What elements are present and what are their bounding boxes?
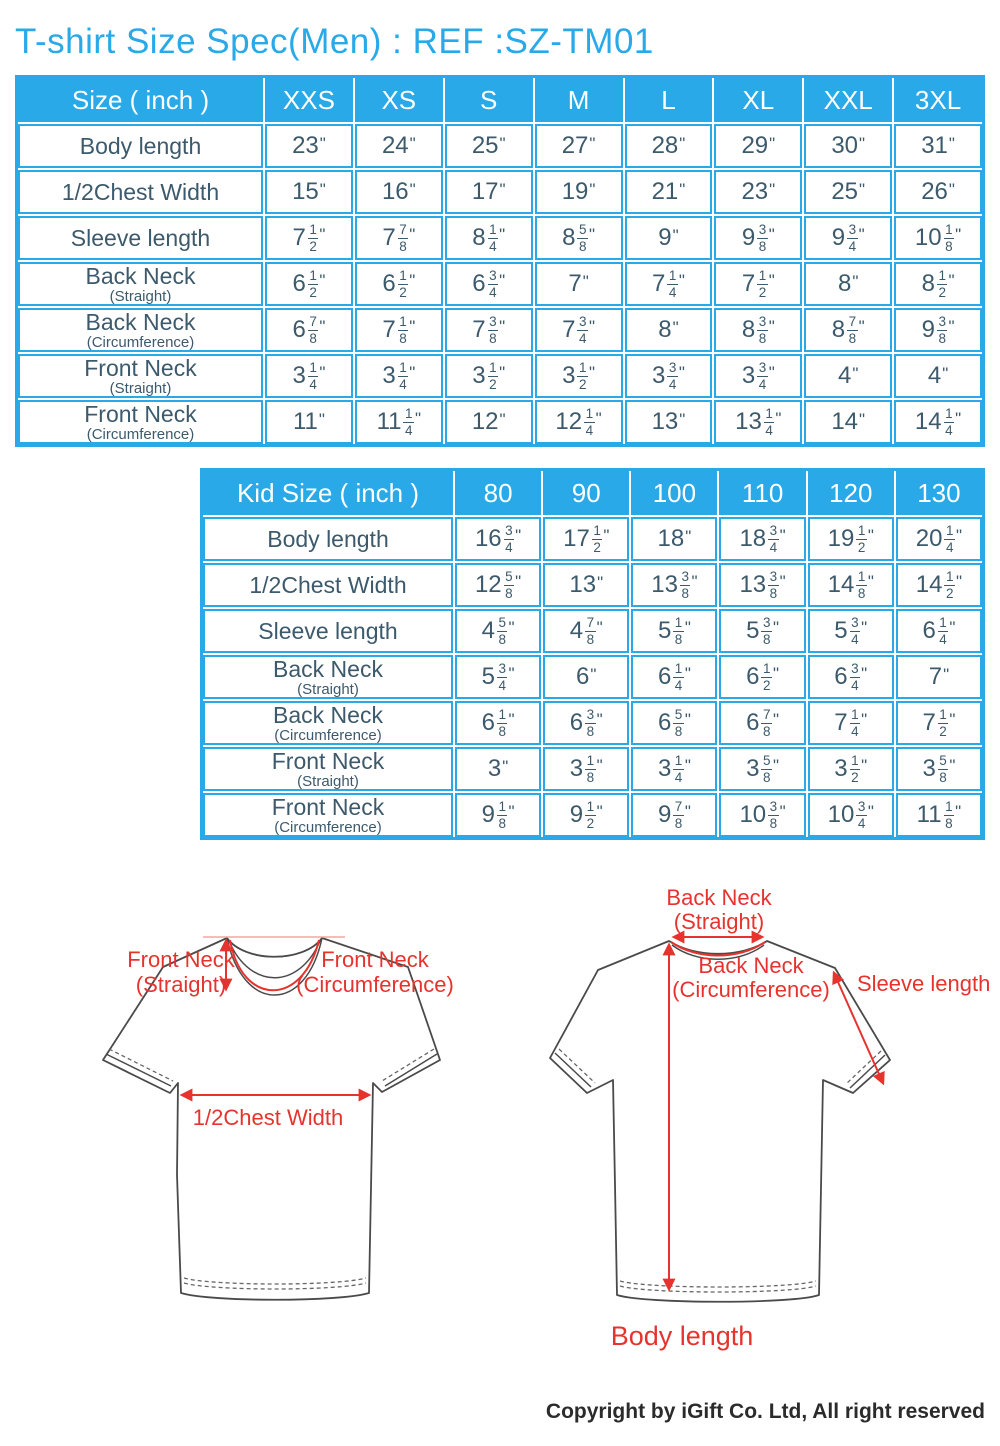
size-value-cell: 3 $\frac{1}{2}$ "	[535, 354, 623, 398]
size-value-cell: 17 "	[445, 170, 533, 214]
size-value-cell: 6 $\frac{1}{2}$ "	[265, 262, 353, 306]
size-value-cell: 3 $\frac{1}{8}$ "	[543, 747, 629, 791]
size-value-cell: 14 "	[804, 400, 892, 444]
size-value-cell: 3 $\frac{1}{4}$ "	[355, 354, 443, 398]
column-header: XXS	[265, 78, 353, 122]
size-value-cell: 12 $\frac{1}{4}$ "	[535, 400, 623, 444]
size-value-cell: 29 "	[714, 124, 802, 168]
size-value-cell: 16 $\frac{3}{4}$ "	[455, 517, 541, 561]
size-value-cell: 3 $\frac{5}{8}$ "	[896, 747, 982, 791]
row-label: Back Neck (Circumference)	[203, 701, 453, 745]
size-value-cell: 25 "	[804, 170, 892, 214]
size-value-cell: 3 $\frac{1}{4}$ "	[631, 747, 717, 791]
column-header: XS	[355, 78, 443, 122]
size-value-cell: 27 "	[535, 124, 623, 168]
size-value-cell: 3 $\frac{3}{4}$ "	[714, 354, 802, 398]
size-value-cell: 30 "	[804, 124, 892, 168]
size-value-cell: 16 "	[355, 170, 443, 214]
size-value-cell: 6 "	[543, 655, 629, 699]
size-value-cell: 6 $\frac{3}{4}$ "	[808, 655, 894, 699]
size-value-cell: 7 $\frac{1}{2}$ "	[896, 701, 982, 745]
size-value-cell: 15 "	[265, 170, 353, 214]
copyright-text: Copyright by iGift Co. Ltd, All right reserved	[545, 1400, 985, 1423]
size-value-cell: 7 $\frac{1}{2}$ "	[714, 262, 802, 306]
size-value-cell: 23 "	[714, 170, 802, 214]
size-value-cell: 6 $\frac{7}{8}$ "	[265, 308, 353, 352]
size-value-cell: 8 "	[625, 308, 713, 352]
size-value-cell: 6 $\frac{3}{4}$ "	[445, 262, 533, 306]
size-value-cell: 21 "	[625, 170, 713, 214]
size-value-cell: 26 "	[894, 170, 982, 214]
size-value-cell: 3 $\frac{1}{2}$ "	[808, 747, 894, 791]
size-value-cell: 9 $\frac{1}{8}$ "	[455, 793, 541, 837]
column-header: 3XL	[894, 78, 982, 122]
back-neck-circumference-label-line2: (Circumference)	[672, 977, 830, 1002]
column-header: 90	[543, 471, 629, 515]
size-value-cell: 28 "	[625, 124, 713, 168]
row-label: Front Neck (Circumference)	[203, 793, 453, 837]
men-size-table	[15, 75, 985, 447]
row-label: Back Neck (Straight)	[203, 655, 453, 699]
size-value-cell: 10 $\frac{1}{8}$ "	[894, 216, 982, 260]
row-label: Sleeve length	[18, 216, 263, 260]
size-value-cell: 6 $\frac{1}{4}$ "	[631, 655, 717, 699]
size-value-cell: 7 $\frac{1}{4}$ "	[808, 701, 894, 745]
page-title: T-shirt Size Spec(Men) : REF :SZ-TM01	[15, 22, 654, 61]
size-value-cell: 13 "	[625, 400, 713, 444]
size-value-cell: 5 $\frac{1}{8}$ "	[631, 609, 717, 653]
column-header: M	[535, 78, 623, 122]
column-header: Kid Size ( inch )	[203, 471, 453, 515]
back-neck-straight-label-line1: Back Neck	[666, 885, 772, 910]
size-value-cell: 3 $\frac{1}{4}$ "	[265, 354, 353, 398]
size-value-cell: 8 "	[804, 262, 892, 306]
size-value-cell: 5 $\frac{3}{8}$ "	[719, 609, 805, 653]
size-value-cell: 8 $\frac{1}{4}$ "	[445, 216, 533, 260]
size-value-cell: 6 $\frac{7}{8}$ "	[719, 701, 805, 745]
row-label: Back Neck (Straight)	[18, 262, 263, 306]
row-label: 1/2Chest Width	[18, 170, 263, 214]
size-value-cell: 7 $\frac{3}{8}$ "	[445, 308, 533, 352]
front-neck-straight-label-line1: Front Neck	[127, 947, 235, 972]
size-value-cell: 3 "	[455, 747, 541, 791]
front-neck-straight-label-line2: (Straight)	[135, 972, 227, 997]
size-value-cell: 5 $\frac{3}{4}$ "	[808, 609, 894, 653]
row-label: Body length	[18, 124, 263, 168]
row-label: Back Neck (Circumference)	[18, 308, 263, 352]
size-value-cell: 19 "	[535, 170, 623, 214]
column-header: 120	[808, 471, 894, 515]
row-label: Front Neck (Circumference)	[18, 400, 263, 444]
size-value-cell: 18 "	[631, 517, 717, 561]
size-value-cell: 10 $\frac{3}{4}$ "	[808, 793, 894, 837]
size-value-cell: 5 $\frac{3}{4}$ "	[455, 655, 541, 699]
size-value-cell: 9 $\frac{1}{2}$ "	[543, 793, 629, 837]
column-header: Size ( inch )	[18, 78, 263, 122]
size-value-cell: 19 $\frac{1}{2}$ "	[808, 517, 894, 561]
row-label: 1/2Chest Width	[203, 563, 453, 607]
size-value-cell: 14 $\frac{1}{8}$ "	[808, 563, 894, 607]
size-value-cell: 11 "	[265, 400, 353, 444]
size-value-cell: 4 "	[804, 354, 892, 398]
front-neck-circumference-label-line2: (Circumference)	[296, 972, 454, 997]
body-length-label: Body length	[610, 1321, 754, 1351]
size-value-cell: 7 $\frac{1}{4}$ "	[625, 262, 713, 306]
size-value-cell: 6 $\frac{5}{8}$ "	[631, 701, 717, 745]
size-value-cell: 8 $\frac{5}{8}$ "	[535, 216, 623, 260]
column-header: 100	[631, 471, 717, 515]
row-label: Sleeve length	[203, 609, 453, 653]
column-header: S	[445, 78, 533, 122]
column-header: 130	[896, 471, 982, 515]
size-value-cell: 9 $\frac{3}{8}$ "	[894, 308, 982, 352]
size-value-cell: 7 $\frac{7}{8}$ "	[355, 216, 443, 260]
column-header: XXL	[804, 78, 892, 122]
size-value-cell: 9 "	[625, 216, 713, 260]
size-value-cell: 8 $\frac{7}{8}$ "	[804, 308, 892, 352]
row-label: Front Neck (Straight)	[203, 747, 453, 791]
size-value-cell: 31 "	[894, 124, 982, 168]
size-value-cell: 13 $\frac{3}{8}$ "	[719, 563, 805, 607]
size-value-cell: 4 $\frac{7}{8}$ "	[543, 609, 629, 653]
size-value-cell: 8 $\frac{3}{8}$ "	[714, 308, 802, 352]
kid-size-table	[200, 468, 985, 840]
size-value-cell: 6 $\frac{3}{8}$ "	[543, 701, 629, 745]
size-value-cell: 12 "	[445, 400, 533, 444]
column-header: 80	[455, 471, 541, 515]
column-header: XL	[714, 78, 802, 122]
size-value-cell: 8 $\frac{1}{2}$ "	[894, 262, 982, 306]
size-value-cell: 6 $\frac{1}{2}$ "	[355, 262, 443, 306]
size-value-cell: 7 "	[535, 262, 623, 306]
size-value-cell: 7 "	[896, 655, 982, 699]
size-value-cell: 10 $\frac{3}{8}$ "	[719, 793, 805, 837]
size-value-cell: 18 $\frac{3}{4}$ "	[719, 517, 805, 561]
size-value-cell: 6 $\frac{1}{4}$ "	[896, 609, 982, 653]
size-value-cell: 14 $\frac{1}{4}$ "	[894, 400, 982, 444]
size-value-cell: 23 "	[265, 124, 353, 168]
back-neck-straight-label-line2: (Straight)	[673, 909, 765, 934]
size-value-cell: 9 $\frac{3}{8}$ "	[714, 216, 802, 260]
size-value-cell: 9 $\frac{7}{8}$ "	[631, 793, 717, 837]
size-value-cell: 4 $\frac{5}{8}$ "	[455, 609, 541, 653]
row-label: Body length	[203, 517, 453, 561]
sleeve-length-label: Sleeve length	[857, 971, 991, 996]
size-value-cell: 24 "	[355, 124, 443, 168]
size-value-cell: 25 "	[445, 124, 533, 168]
size-value-cell: 6 $\frac{1}{2}$ "	[719, 655, 805, 699]
size-value-cell: 11 $\frac{1}{4}$ "	[355, 400, 443, 444]
size-value-cell: 3 $\frac{1}{2}$ "	[445, 354, 533, 398]
size-value-cell: 3 $\frac{3}{4}$ "	[625, 354, 713, 398]
size-value-cell: 3 $\frac{5}{8}$ "	[719, 747, 805, 791]
chest-width-label: 1/2Chest Width	[192, 1105, 344, 1130]
size-value-cell: 12 $\frac{5}{8}$ "	[455, 563, 541, 607]
size-value-cell: 20 $\frac{1}{4}$ "	[896, 517, 982, 561]
size-value-cell: 6 $\frac{1}{8}$ "	[455, 701, 541, 745]
row-label: Front Neck (Straight)	[18, 354, 263, 398]
back-shirt-diagram	[535, 865, 1000, 1365]
column-header: 110	[719, 471, 805, 515]
size-value-cell: 17 $\frac{1}{2}$ "	[543, 517, 629, 561]
size-value-cell: 13 $\frac{1}{4}$ "	[714, 400, 802, 444]
size-value-cell: 7 $\frac{3}{4}$ "	[535, 308, 623, 352]
front-neck-circumference-label-line1: Front Neck	[321, 947, 429, 972]
size-value-cell: 14 $\frac{1}{2}$ "	[896, 563, 982, 607]
size-value-cell: 9 $\frac{3}{4}$ "	[804, 216, 892, 260]
size-value-cell: 13 $\frac{3}{8}$ "	[631, 563, 717, 607]
back-neck-circumference-label-line1: Back Neck	[698, 953, 804, 978]
front-shirt-diagram	[60, 895, 470, 1305]
size-value-cell: 11 $\frac{1}{8}$ "	[896, 793, 982, 837]
column-header: L	[625, 78, 713, 122]
size-value-cell: 4 "	[894, 354, 982, 398]
size-value-cell: 13 "	[543, 563, 629, 607]
size-value-cell: 7 $\frac{1}{2}$ "	[265, 216, 353, 260]
size-value-cell: 7 $\frac{1}{8}$ "	[355, 308, 443, 352]
